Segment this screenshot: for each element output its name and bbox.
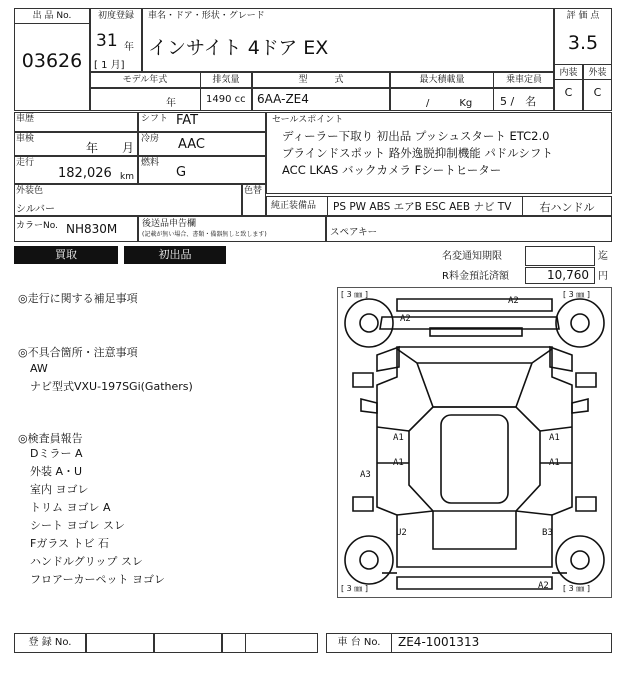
first-reg-month: [ 1 月] bbox=[94, 60, 125, 71]
sales-point-line: ACC LKAS バックカメラ Fシートヒーター bbox=[282, 163, 502, 177]
driving-notes-label: ◎走行に関する補足事項 bbox=[18, 292, 138, 305]
inspector-item: Fガラス トビ 石 bbox=[30, 537, 109, 550]
name-change-unit: 迄 bbox=[598, 251, 608, 262]
chassis-label: 車 台 No. bbox=[337, 637, 381, 648]
mileage-unit: km bbox=[120, 172, 134, 182]
tire-depth-tr: [ 3 ㎜ ] bbox=[563, 290, 590, 299]
inspector-item: 外装 A・U bbox=[30, 465, 83, 478]
inspector-item: Dミラー A bbox=[30, 447, 83, 460]
car-name-label: 車名・ドア・形状・グレード bbox=[148, 11, 265, 21]
model-year-unit: 年 bbox=[166, 98, 176, 109]
ac-value: AAC bbox=[178, 137, 205, 152]
type-value: 6AA-ZE4 bbox=[257, 92, 309, 106]
defects-label: ◎不具合箇所・注意事項 bbox=[18, 346, 138, 359]
sales-point-line: ブラインドスポット 路外逸脱抑制機能 パドルシフト bbox=[282, 146, 553, 160]
reg-no-cell bbox=[154, 633, 222, 653]
name-change-label: 名変通知期限 bbox=[442, 251, 502, 262]
lot-number: 03626 bbox=[21, 50, 83, 72]
color-change-label: 色替 bbox=[244, 186, 263, 196]
reg-no-label: 登 録 No. bbox=[28, 637, 72, 648]
first-reg-label: 初度登録 bbox=[97, 11, 134, 21]
defect-item: ナビ型式VXU-197SGi(Gathers) bbox=[30, 380, 193, 393]
recycle-unit: 円 bbox=[598, 271, 608, 282]
interior-label: 内装 bbox=[559, 68, 578, 78]
displacement-value: 1490 cc bbox=[206, 94, 246, 105]
aftermarket-items: スペアキー bbox=[330, 227, 378, 238]
ac-label: 冷房 bbox=[141, 134, 160, 144]
type-label: 型 式 bbox=[298, 75, 344, 85]
damage-mark: A1 bbox=[549, 458, 560, 468]
aftermarket-note: (記載が無い場合、書類・備器無しと致します) bbox=[142, 231, 267, 238]
chassis-number: ZE4-1001313 bbox=[398, 635, 480, 649]
interior-grade: C bbox=[564, 86, 573, 99]
car-name: インサイト 4ドア EX bbox=[148, 37, 329, 59]
aftermarket-label: 後送品申告欄 bbox=[142, 219, 197, 229]
max-load-value: / Kg bbox=[426, 98, 473, 109]
damage-mark: A3 bbox=[360, 470, 371, 480]
capacity-value: 5 / 名 bbox=[500, 95, 537, 108]
fuel-label: 燃料 bbox=[141, 158, 160, 168]
color-no-value: NH830M bbox=[66, 222, 118, 236]
exterior-grade: C bbox=[593, 86, 602, 99]
inspector-item: シート ヨゴレ スレ bbox=[30, 519, 125, 532]
sales-points-label: セールスポイント bbox=[272, 115, 344, 125]
shift-label: シフト bbox=[141, 114, 169, 124]
tire-depth-br: [ 3 ㎜ ] bbox=[563, 584, 590, 593]
recycle-value: 10,760 bbox=[547, 268, 589, 282]
damage-mark: A2 bbox=[538, 581, 549, 591]
score-label: 評 価 点 bbox=[566, 11, 600, 21]
ext-color-label: 外装色 bbox=[16, 186, 44, 196]
inspector-item: 室内 ヨゴレ bbox=[30, 483, 89, 496]
sales-point-line: ディーラー下取り 初出品 プッシュスタート ETC2.0 bbox=[282, 129, 550, 143]
damage-mark: U2 bbox=[396, 528, 407, 538]
displacement-label: 排気量 bbox=[212, 75, 240, 85]
fuel-value: G bbox=[176, 165, 187, 180]
shift-value: FAT bbox=[176, 113, 199, 128]
equipment-label: 純正装備品 bbox=[271, 201, 317, 211]
ext-color-value: シルバー bbox=[16, 204, 56, 215]
inspector-label: ◎検査員報告 bbox=[18, 432, 83, 445]
first-reg-year: 31 bbox=[96, 31, 118, 51]
inspector-item: ハンドルグリップ スレ bbox=[30, 555, 143, 568]
exterior-label: 外装 bbox=[588, 68, 607, 78]
damage-mark: A2 bbox=[508, 296, 519, 306]
color-no-label: カラーNo. bbox=[16, 221, 58, 231]
inspector-item: トリム ヨゴレ A bbox=[30, 501, 111, 514]
max-load-label: 最大積載量 bbox=[419, 75, 465, 85]
equipment-items: PS PW ABS エアB ESC AEB ナビ TV bbox=[333, 201, 512, 213]
score-value: 3.5 bbox=[567, 32, 599, 54]
reg-no-cell bbox=[222, 633, 246, 653]
tire-depth-bl: [ 3 ㎜ ] bbox=[341, 584, 368, 593]
damage-mark: A1 bbox=[393, 433, 404, 443]
tire-depth-tl: [ 3 ㎜ ] bbox=[341, 290, 368, 299]
mileage-value: 182,026 bbox=[58, 166, 112, 181]
reg-no-cell bbox=[86, 633, 154, 653]
car-outline-drawing bbox=[337, 287, 612, 598]
inspection-value: 年 月 bbox=[86, 141, 135, 155]
inspection-label: 車検 bbox=[16, 134, 35, 144]
purchase-bar: 買取 bbox=[14, 246, 118, 264]
steering-value: 右ハンドル bbox=[539, 201, 595, 214]
damage-mark: A1 bbox=[393, 458, 404, 468]
history-label: 車歴 bbox=[16, 114, 35, 124]
damage-mark: B3 bbox=[542, 528, 553, 538]
first-listing-bar: 初出品 bbox=[124, 246, 226, 264]
recycle-label: R料金預託済額 bbox=[442, 271, 509, 282]
capacity-label: 乗車定員 bbox=[505, 75, 542, 85]
mileage-label: 走行 bbox=[16, 158, 35, 168]
inspector-item: フロアーカーペット ヨゴレ bbox=[30, 573, 165, 586]
name-change-value bbox=[525, 246, 595, 266]
lot-label: 出 品 No. bbox=[32, 11, 72, 21]
model-year-label: モデル年式 bbox=[122, 75, 168, 85]
first-reg-year-unit: 年 bbox=[124, 42, 134, 53]
damage-mark: A2 bbox=[400, 314, 411, 324]
defect-item: AW bbox=[30, 362, 48, 375]
damage-mark: A1 bbox=[549, 433, 560, 443]
